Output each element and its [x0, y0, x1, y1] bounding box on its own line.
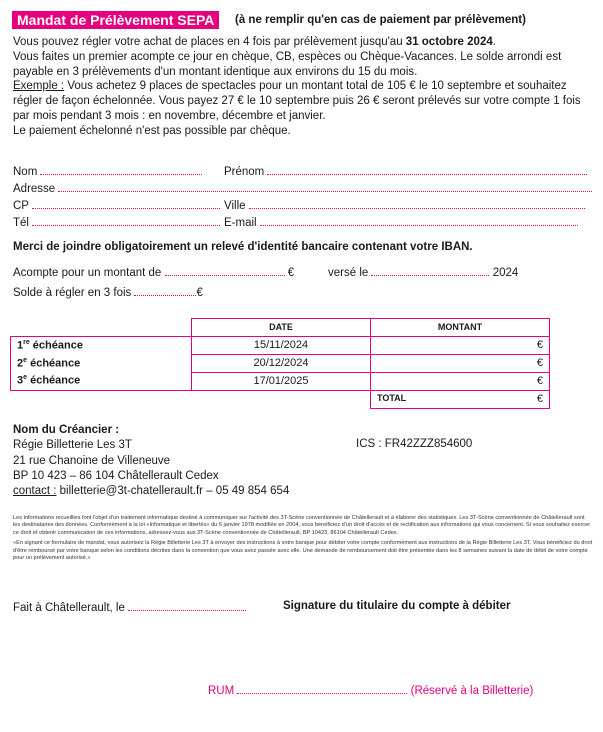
ville-field[interactable] [224, 198, 585, 213]
fait-line[interactable] [128, 600, 246, 611]
fait-label: Fait à Châtellerault, le [13, 602, 125, 614]
legal-text [13, 515, 593, 565]
solde-label: Solde à régler en 3 fois [13, 287, 132, 299]
email-label: E-mail [224, 217, 257, 229]
verse-line[interactable] [371, 265, 489, 276]
fait-field[interactable] [13, 600, 246, 615]
solde-line[interactable] [134, 285, 196, 296]
schedule-date-1: 15/11/2024 [192, 336, 371, 354]
intro-last-line: Le paiement échelonné n'est pas possible par chèque. [13, 124, 291, 137]
example-text: Vous achetez 9 places de spectacles pour un montant total de 105 € le 10 septembre et souhaitez régler de façon échelonnée. Vous payez 27 € le 10 septembre puis 26 € seront prélevés sur votre compte 1 fois par mois pendant 3 mois : en novembre, décembre et janvier. [13, 80, 581, 122]
schedule-row-2 [11, 354, 550, 372]
cp-label: CP [13, 200, 29, 212]
intro-line-1a: Vous pouvez régler votre achat de places en 4 fois par prélèvement jusqu'au [13, 36, 406, 48]
schedule-label-3: 3e échéance [11, 372, 192, 390]
schedule-date-3: 17/01/2025 [192, 372, 371, 390]
schedule-total-row [11, 390, 550, 408]
schedule-date-2: 20/12/2024 [192, 354, 371, 372]
ics-number: ICS : FR42ZZZ854600 [356, 438, 473, 450]
adresse-label: Adresse [13, 183, 56, 195]
email-line[interactable] [260, 215, 578, 226]
acompte-currency: € [287, 267, 295, 279]
schedule-table [10, 318, 550, 409]
creditor-name: Régie Billetterie Les 3T [13, 439, 132, 452]
verse-field[interactable] [328, 265, 518, 280]
rum-note: (Réservé à la Billetterie) [410, 685, 534, 697]
rum-line [237, 683, 407, 694]
iban-notice: Merci de joindre obligatoirement un relevé d'identité bancaire contenant votre IBAN. [13, 241, 473, 253]
verse-year: 2024 [492, 267, 519, 279]
total-label: TOTAL [377, 393, 407, 403]
verse-label: versé le [328, 267, 369, 279]
schedule-row-3 [11, 372, 550, 390]
tel-label: Tél [13, 217, 29, 229]
creditor-street: 21 rue Chanoine de Villeneuve [13, 454, 171, 467]
prenom-label: Prénom [224, 166, 265, 178]
nom-line[interactable] [40, 164, 202, 175]
legal-paragraph-2: «En signant ce formulaire de mandat, vous autorisez la Régie Billetterie Les 3T à envoyer des instructions à votre banque pour débiter votre compte conformément aux instructions de la Régie Billetterie Les 3T. Vous bénéficiez du droit d'être remboursé par votre banque selon les conditions décrites dans la convention que vous avez passée avec elle. Une demande de remboursement doit être présentée dans les 8 semaines suivant la date de débit de votre compte pour un prélèvement autorisé.» [13, 540, 593, 562]
schedule-amount-3[interactable]: € [371, 372, 550, 390]
cp-line[interactable] [32, 198, 220, 209]
rum-field [208, 683, 533, 697]
tel-field[interactable] [13, 215, 220, 230]
example-label: Exemple : [13, 80, 65, 93]
prenom-field[interactable] [224, 164, 587, 179]
deadline-date: 31 octobre 2024 [405, 36, 493, 48]
adresse-line[interactable] [58, 181, 592, 192]
contact-label: contact : [13, 485, 57, 498]
schedule-label-1: 1re échéance [11, 336, 192, 354]
intro-line-2: Vous faites un premier acompte ce jour en chèque, CB, espèces ou Chèque-Vacances. Le solde arrondi est payable en 3 prélèvements d'un montant identique aux environs du 15 du mois. [13, 50, 562, 78]
intro-text [13, 35, 593, 139]
ville-line[interactable] [249, 198, 585, 209]
contact-value[interactable]: billetterie@3t-chatellerault.fr – 05 49 854 654 [56, 485, 290, 498]
prenom-line[interactable] [267, 164, 587, 175]
acompte-field[interactable] [13, 265, 294, 280]
signature-area[interactable] [283, 618, 583, 678]
col-date-header: DATE [192, 319, 371, 337]
schedule-label-2: 2e échéance [11, 354, 192, 372]
schedule-row-1 [11, 336, 550, 354]
email-field[interactable] [224, 215, 578, 230]
total-amount: € [536, 393, 543, 405]
schedule-amount-1[interactable]: € [371, 336, 550, 354]
nom-field[interactable] [13, 164, 202, 179]
creditor-block [13, 423, 289, 499]
solde-currency: € [196, 287, 203, 299]
acompte-line[interactable] [165, 265, 285, 276]
nom-label: Nom [13, 166, 38, 178]
rum-label: RUM [208, 685, 235, 697]
solde-field[interactable] [13, 285, 203, 300]
ville-label: Ville [224, 200, 246, 212]
form-title: Mandat de Prélèvement SEPA [12, 11, 219, 29]
tel-line[interactable] [32, 215, 220, 226]
creditor-city: BP 10 423 – 86 104 Châtellerault Cedex [13, 469, 219, 482]
acompte-label: Acompte pour un montant de [13, 267, 162, 279]
adresse-field[interactable] [13, 181, 592, 196]
signature-label: Signature du titulaire du compte à débiter [283, 600, 511, 612]
schedule-amount-2[interactable]: € [371, 354, 550, 372]
title-note: (à ne remplir qu'en cas de paiement par prélèvement) [235, 14, 526, 26]
creditor-heading: Nom du Créancier : [13, 424, 120, 436]
cp-field[interactable] [13, 198, 220, 213]
col-amount-header: MONTANT [371, 319, 550, 337]
legal-paragraph-1: Les informations recueillies font l'objet d'un traitement informatique destiné à communiquer sur l'activité des 3T-Scène conventionnée de Châtellerault et à élaborer des statistiques. Les 3T-Scène conventionnée de Châtellerault sont les destinataires des données. Conformément à la loi «Informatique et libertés» du 6 janvier 1978 modifiée en 2004, vous bénéficiez d'un droit d'accès et de rectification aux informations qui vous concernent. Si vous souhaitez exercer ce droit et obtenir communication de ces informations, adressez-vous aux 3T-Scène conventionnée de Châtellerault, BP 10423, 86104 Châtellerault Cedex. [13, 515, 591, 536]
schedule-header-row [11, 319, 550, 337]
intro-line-1c: . [492, 36, 496, 48]
total-cell[interactable] [371, 390, 550, 408]
